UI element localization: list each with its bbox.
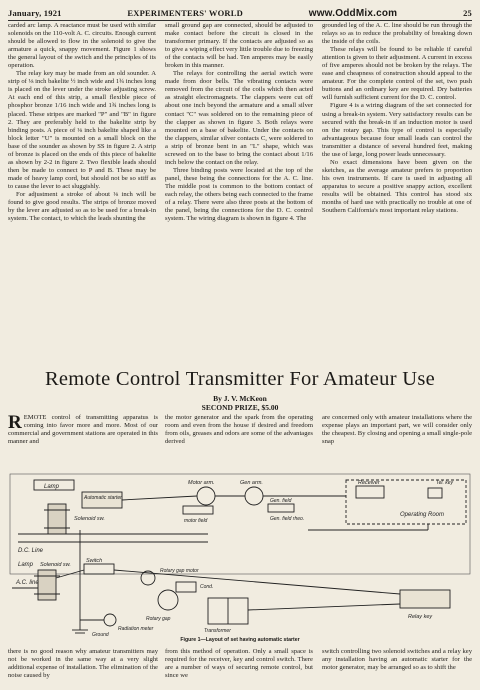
label-cond: Cond. — [200, 584, 214, 590]
paragraph: grounded leg of the A. C. line should be run through the relays so as to reduce the probability of breaking down the inside of the coils. — [322, 22, 472, 46]
label-tel-key: Tel. key — [436, 480, 454, 486]
label-gen-field-rheo: Gen. field rheo. — [270, 516, 305, 522]
column-1 — [8, 22, 156, 365]
switch — [84, 558, 114, 574]
paragraph: No exact dimensions have been given on the sketches, as the average amateur prefers to proportion his own instruments. If care is used in adjusting all apparatus to secure a positive snappy action, excellent results will be obtained. This control has stood six months of hard use with practically no trouble at one of Southern California's most important relay stations. — [322, 158, 472, 215]
header-magazine: EXPERIMENTERS' WORLD — [127, 8, 243, 18]
header-month: January, 1921 — [8, 8, 62, 18]
operating-room-box — [346, 480, 466, 524]
label-gen-arm: Gen arm. — [240, 480, 263, 486]
label-receiver: Receiver — [358, 480, 380, 486]
paragraph: Figure 4 is a wiring diagram of the set connected for using a break-in system. Very satisfactory results can be secured with the break-in if an induction motor is used on the rotary gap. This type of control is especially advantageous because four small leads can control the transmitter a distance of several hundred feet, making the use of large, long power leads unnecessary. — [322, 102, 472, 158]
label-solenoid-sw-lower: Solenoid sw. — [40, 562, 71, 568]
lamp-upper — [34, 480, 74, 490]
paragraph: The relay key may be made from an old sounder. A strip of ⅛ inch bakelite ½ inch wide and 1¾ inches long is placed on the lever under the stroke adjusting screw. At each end of this strip, a small flexible piece of phosphor bronze 1/16 inch wide and 1¾ inches long is placed. These stripes are marked "P" and "B" in figure 2. They are preferably held to the bakelite strip by binding posts. A piece of ⅛ inch bakelite shaped like a block letter "U" is mounted on a small block on the base of the sounder as shown by SS in figure 2. A strip of bronze is placed on the ends of this piece of bakelite as shown by 2-2 in figure 2. Two flexible leads should then be made to connect to P and B. These may be made of heavy lamp cord, but should not be so stiff as to cause the lever to act sluggishly. — [8, 70, 156, 190]
label-automatic-starter: Automatic starter — [84, 495, 122, 501]
label-gen-field: Gen. field — [270, 498, 292, 504]
paragraph: from this method of operation. Only a small space is required for the receiver, key and control switch. There are a number of ways of securing remote control, but since we — [165, 648, 313, 680]
label-rotary-gap: Rotary gap — [146, 616, 171, 622]
paragraph: For adjustment a stroke of about ⅛ inch will be found to give good results. The strips of bronze moved by the lever are adjusted so as to be used for a break-in system. The contact, to which the leads shunting the — [8, 190, 156, 223]
intro-text: the motor generator and the spark from the operating room and even from the house if desired and freedom from oils, greases and odors are some of the advantages derived — [165, 414, 313, 446]
running-header — [8, 6, 472, 20]
label-ac-line: A.C. line — [16, 580, 39, 586]
label-motor-arm: Motor arm. — [188, 480, 215, 486]
figure-caption: Figure 1—Layout of set having automatic starter — [180, 637, 300, 643]
rotary-gap-assembly — [141, 568, 213, 622]
header-site: www.OddMix.com — [308, 7, 398, 19]
figure-frame — [10, 474, 470, 574]
intro-column-2 — [165, 414, 313, 470]
article-author: By J. V. McKeon — [213, 394, 267, 403]
header-page-number: 25 — [463, 8, 472, 18]
ground-symbol — [72, 620, 109, 638]
label-dc-line: D.C. Line — [18, 548, 44, 554]
motor-generator — [183, 480, 304, 524]
label-ground: Ground — [92, 632, 109, 638]
paragraph: carded arc lamp. A reactance must be used with similar solenoids on the 110-volt A. C. circuits. Enough current should be allowed to flow in the solenoid to give the armature a quick, snappy movement. Figure 1 shows the general layout of the switch and the principles of its operation. — [8, 22, 156, 70]
article-title: Remote Control Transmitter For Amateur Use — [44, 368, 436, 390]
intro-text: EMOTE control of transmitting apparatus is coming into favor more and more. Most of our commercial and government stations are operated in this manner and — [8, 414, 158, 446]
label-lamp: Lamp — [44, 484, 60, 490]
column-3 — [322, 22, 472, 365]
paragraph: These relays will be found to be reliable if careful attention is given to their adjustment. A current in excess of five amperes should not be broken by the relays. The ease and cheapness of construction should appeal to the amateur. For the complete control of the set, two push buttons and an ordinary key are required. Dry batteries will furnish sufficient current for the D. C. control. — [322, 46, 472, 102]
solenoid-switch-lower — [34, 562, 71, 600]
solenoid-switch-upper — [44, 504, 105, 534]
article-prize: SECOND PRIZE, $5.00 — [201, 403, 279, 412]
label-rotary-gap-motor: Rotary gap motor — [160, 568, 199, 574]
label-operating-room: Operating Room — [400, 512, 445, 518]
automatic-starter — [82, 492, 122, 508]
label-transformer: Transformer — [204, 628, 231, 634]
label-lamp-lower: Lamp — [18, 562, 34, 568]
column-2 — [165, 22, 313, 365]
label-motor-field: motor field — [184, 518, 208, 524]
bottom-column-2 — [165, 648, 313, 690]
bottom-column-3 — [322, 648, 472, 690]
paragraph: small ground gap are connected, should be adjusted to make contact before the circuit is closed in the transformer primary. If the contacts are adjusted so as to give a wiping effect very little trouble due to freezing of the contacts will be had. Ten amperes may be easily broken in this manner. — [165, 22, 313, 70]
paragraph: The relays for controlling the aerial switch were made from door bells. The vibrating contacts were removed from the circuit of the coils which then acted as straight electromagnets. The clappers were cut off about one inch beyond the armature and a small silver contact "C" was soldered on to the remaining piece of the clapper as shown in figure 3. Both relays were mounted on a base of bakelite. Under the contacts on the clappers, similar silver contacts C, were soldered to a strip of bronze bent in an "L" shape, which was screwed on to the base to bring the contact about 1/16 inch below the contact on the relay. — [165, 70, 313, 166]
paragraph: Three binding posts were located at the top of the panel, these being the connections for the A. C. line. The middle post is common to the bottom contact of each relay, the others being each connected to the frame of a relay. There were also three posts at the bottom of the panel, being the connections for the D. C. control system. The wiring diagram is shown in figure 4. The — [165, 166, 313, 223]
label-relay-key: Relay key — [408, 614, 433, 620]
intro-column-3 — [322, 414, 472, 470]
intro-column-1 — [8, 414, 158, 470]
bottom-column-1 — [8, 648, 158, 690]
drop-cap: R — [8, 414, 22, 433]
header-rule — [8, 20, 472, 21]
intro-text: are concerned only with amateur installations where the expense plays an important part, we will consider only the cheapest. By closing and opening a small single-pole snap — [322, 414, 472, 446]
label-radiation-meter: Radiation meter — [118, 626, 154, 632]
paragraph: switch controlling two solenoid switches and a relay key any installation having an automatic starter for the motor generator, may be arranged so as to shift the — [322, 648, 472, 672]
relay-key — [400, 590, 450, 620]
transformer — [204, 598, 248, 634]
label-switch: Switch — [86, 558, 103, 564]
label-solenoid-sw: Solenoid sw. — [74, 516, 105, 522]
paragraph: there is no good reason why amateur transmitters may not be worked in the same way at a very slight additional expense of installation. The elimination of the noise caused by — [8, 648, 158, 680]
figure-1-wiring-diagram — [8, 470, 472, 643]
